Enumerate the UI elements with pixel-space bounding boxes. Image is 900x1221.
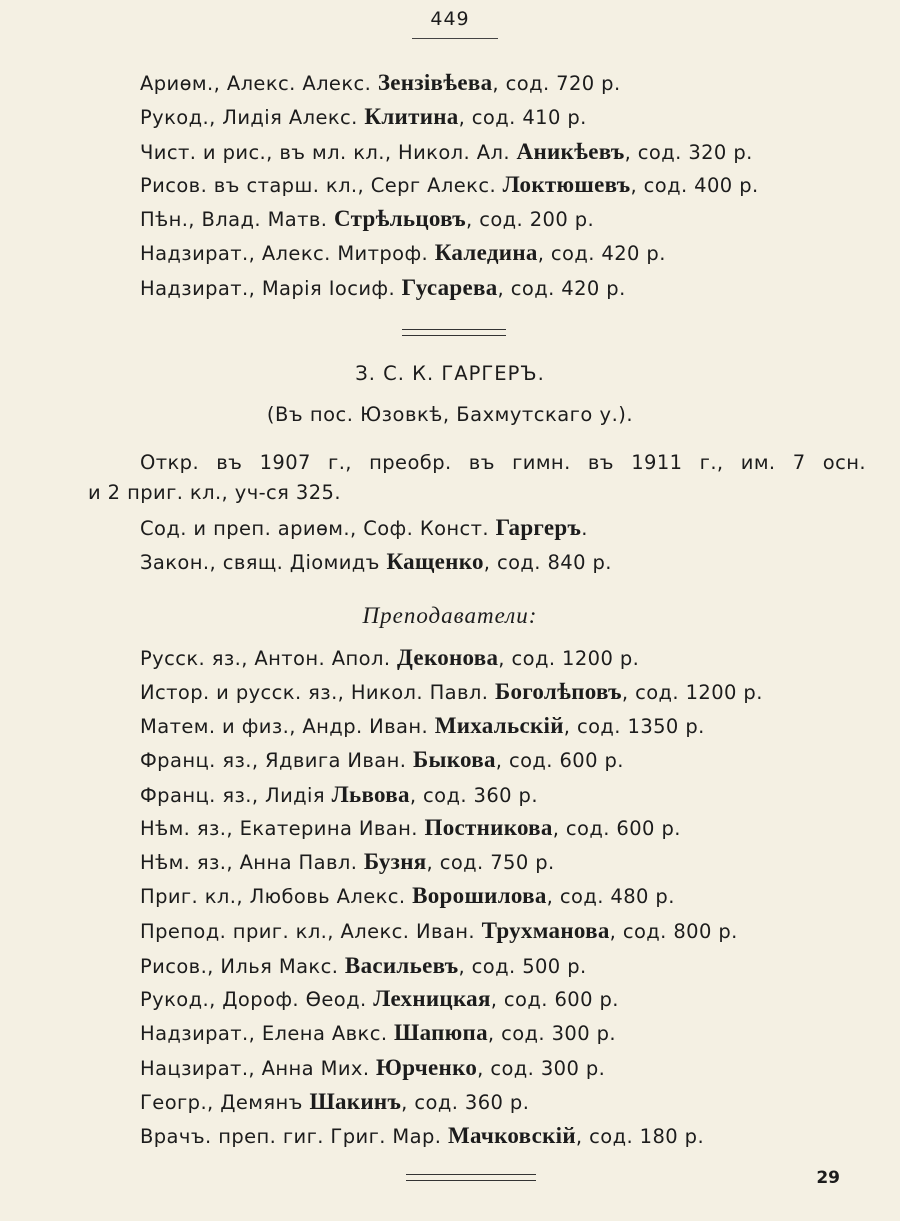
entry-salary: , сод. 320 р. — [624, 141, 753, 164]
staff-entry — [140, 645, 639, 671]
entry-salary: , сод. 1200 р. — [498, 647, 640, 670]
page-number-rule — [412, 38, 498, 39]
entry-surname: Аникѣевъ — [516, 139, 625, 164]
entry-surname: Лехницкая — [373, 986, 491, 1011]
entry-surname: Михальскій — [434, 713, 564, 738]
staff-entry — [140, 70, 621, 96]
entry-surname: Постникова — [424, 815, 553, 840]
section-subtitle: (Въ пос. Юзовкѣ, Бахмутскаго у.). — [266, 403, 634, 426]
entry-salary: , сод. 410 р. — [458, 106, 587, 129]
staff-entry — [140, 515, 588, 541]
entry-surname: Шапюпа — [394, 1020, 488, 1045]
entry-surname: Гусарева — [401, 275, 498, 300]
entry-salary: , сод. 360 р. — [401, 1091, 530, 1114]
entry-salary: , сод. 480 р. — [546, 885, 675, 908]
staff-entry — [140, 139, 753, 165]
school-info-line: и 2 приг. кл., уч-ся 325. — [88, 481, 341, 504]
entry-surname: Деконова — [397, 645, 499, 670]
staff-entry — [140, 679, 763, 705]
entry-salary: , сод. 840 р. — [483, 551, 612, 574]
entry-salary: , сод. 400 р. — [630, 174, 759, 197]
staff-entry — [140, 1123, 704, 1149]
staff-entry — [140, 918, 738, 944]
entry-position: Нацзират., Анна Мих. — [140, 1057, 377, 1080]
entry-salary: , сод. 800 р. — [609, 920, 738, 943]
section-divider — [402, 329, 506, 336]
entry-position: Истор. и русск. яз., Никол. Павл. — [140, 681, 495, 704]
entry-position: Приг. кл., Любовь Алекс. — [140, 885, 413, 908]
staff-entry — [140, 815, 681, 841]
section-title: З. С. К. ГАРГЕРЪ. — [355, 362, 545, 385]
entry-salary: , сод. 420 р. — [497, 277, 626, 300]
entry-position: Русск. яз., Антон. Апол. — [140, 647, 398, 670]
entry-salary: , сод. 300 р. — [477, 1057, 606, 1080]
entry-surname: Стрѣльцовъ — [334, 206, 466, 231]
entry-salary: , сод. 1350 р. — [563, 715, 705, 738]
end-divider — [406, 1174, 536, 1181]
entry-salary: , сод. 180 р. — [575, 1125, 705, 1148]
entry-salary: , сод. 600 р. — [495, 749, 624, 772]
entry-position: Ариѳм., Алекс. Алекс. — [140, 72, 378, 95]
staff-entry — [140, 1055, 605, 1081]
staff-entry — [140, 849, 555, 875]
staff-entry — [140, 953, 587, 979]
entry-surname: Трухманова — [481, 918, 610, 943]
entry-position: Закон., свящ. Діомидъ — [140, 551, 387, 574]
entry-surname: Шакинъ — [309, 1089, 402, 1114]
entry-salary: , сод. 720 р. — [492, 72, 621, 95]
staff-entry — [140, 986, 619, 1012]
entry-salary: , сод. 600 р. — [552, 817, 681, 840]
entry-position: Надзират., Марія Іосиф. — [140, 277, 402, 300]
signature-number: 29 — [816, 1168, 840, 1188]
entry-surname: Зензівѣева — [377, 70, 493, 95]
entry-position: Врачъ. преп. гиг. Григ. Мар. — [140, 1125, 448, 1148]
entry-surname: Васильевъ — [344, 953, 459, 978]
school-info — [88, 448, 866, 508]
staff-entry — [140, 1020, 616, 1046]
entry-salary: , сод. 200 р. — [466, 208, 595, 231]
entry-position: Матем. и физ., Андр. Иван. — [140, 715, 435, 738]
entry-position: Надзират., Елена Авкс. — [140, 1022, 395, 1045]
entry-surname: Боголѣповъ — [494, 679, 622, 704]
entry-salary: , сод. 300 р. — [487, 1022, 616, 1045]
entry-position: Франц. яз., Ядвига Иван. — [140, 749, 413, 772]
entry-surname: Гаргеръ — [495, 515, 582, 540]
entry-salary: , сод. 500 р. — [458, 955, 587, 978]
entry-position: Рисов., Илья Макс. — [140, 955, 345, 978]
entry-position: Надзират., Алекс. Митроф. — [140, 242, 435, 265]
entry-position: Сод. и преп. ариѳм., Соф. Конст. — [140, 517, 496, 540]
staff-entry — [140, 275, 626, 301]
entry-salary: , сод. 1200 р. — [621, 681, 763, 704]
entry-surname: Львова — [331, 782, 410, 807]
entry-surname: Кащенко — [386, 549, 484, 574]
teachers-heading: Преподаватели: — [362, 603, 538, 628]
entry-salary: , сод. 360 р. — [409, 784, 538, 807]
entry-position: Чист. и рис., въ мл. кл., Никол. Ал. — [140, 141, 517, 164]
entry-salary: , сод. 600 р. — [490, 988, 619, 1011]
entry-salary: . — [581, 517, 588, 540]
entry-position: Геогр., Демянъ — [140, 1091, 310, 1114]
page-number: 449 — [430, 8, 470, 30]
staff-entry — [140, 549, 612, 575]
entry-salary: , сод. 750 р. — [426, 851, 555, 874]
entry-position: Рукод., Лидія Алекс. — [140, 106, 365, 129]
staff-entry — [140, 883, 675, 909]
staff-entry — [140, 172, 759, 198]
entry-surname: Бузня — [363, 849, 427, 874]
entry-surname: Локтюшевъ — [502, 172, 631, 197]
staff-entry — [140, 206, 594, 232]
staff-entry — [140, 240, 666, 266]
entry-surname: Клитина — [364, 104, 459, 129]
entry-surname: Мачковскій — [447, 1123, 576, 1148]
staff-entry — [140, 747, 624, 773]
entry-surname: Каледина — [434, 240, 538, 265]
entry-salary: , сод. 420 р. — [537, 242, 666, 265]
entry-surname: Ворошилова — [412, 883, 547, 908]
entry-position: Франц. яз., Лидія — [140, 784, 332, 807]
entry-position: Пѣн., Влад. Матв. — [140, 208, 335, 231]
entry-surname: Юрченко — [376, 1055, 478, 1080]
entry-position: Рисов. въ старш. кл., Серг Алекс. — [140, 174, 503, 197]
entry-surname: Быкова — [413, 747, 496, 772]
staff-entry — [140, 713, 705, 739]
school-info-line: Откр. въ 1907 г., преобр. въ гимн. въ 1911 г., им. 7 осн. — [140, 451, 866, 474]
entry-position: Рукод., Дороф. Ѳеод. — [140, 988, 374, 1011]
entry-position: Препод. приг. кл., Алекс. Иван. — [140, 920, 482, 943]
entry-position: Нѣм. яз., Анна Павл. — [140, 851, 364, 874]
entry-position: Нѣм. яз., Екатерина Иван. — [140, 817, 425, 840]
staff-entry — [140, 104, 587, 130]
staff-entry — [140, 782, 538, 808]
staff-entry — [140, 1089, 529, 1115]
